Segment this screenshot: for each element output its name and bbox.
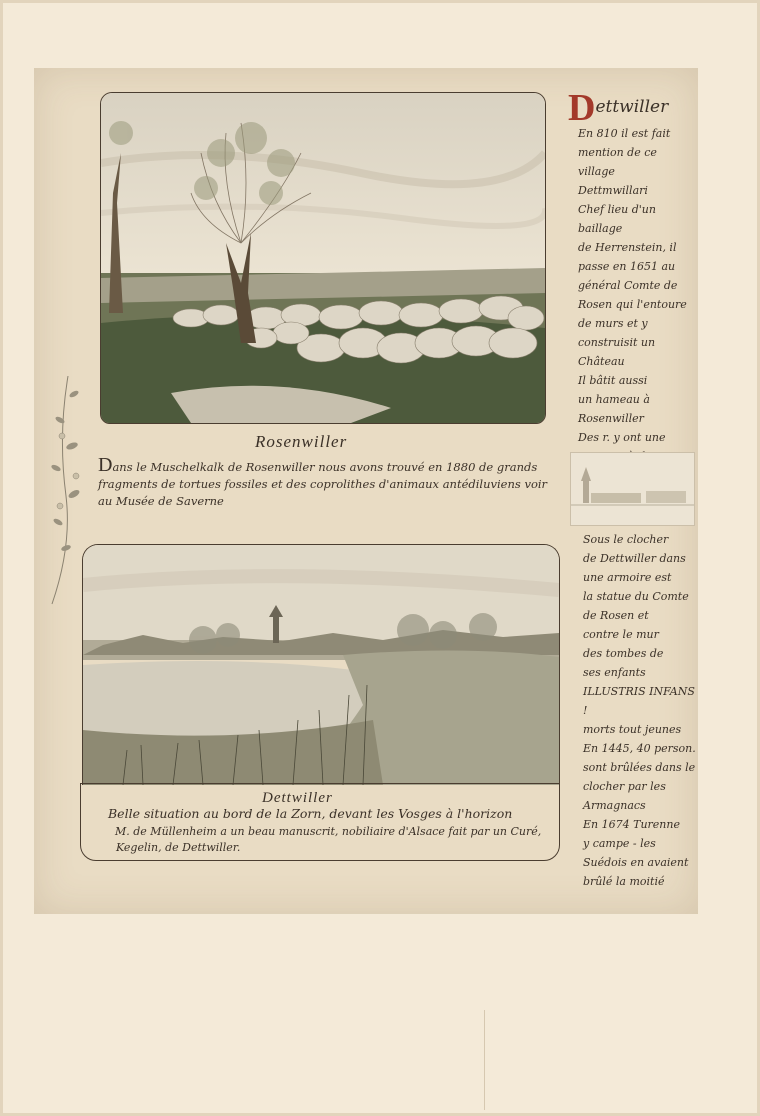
paragraph-dropcap: D	[98, 454, 113, 476]
dettwiller-caption-line2: M. de Müllenheim a un beau manuscrit, nobiliaire d'Alsace fait par un Curé,	[115, 825, 542, 838]
sidebar-title-rest: ettwiller	[595, 97, 669, 117]
church-sketch-image	[570, 452, 695, 526]
rosenwiller-sheep-illustration	[100, 92, 546, 424]
floral-sprig-decoration	[38, 376, 94, 610]
paragraph-text: ans le Muschelkalk de Rosenwiller nous avons trouvé en 1880 de grands fragments de tortues fossiles et des coprolithes d'animaux antédiluviens voir au Musée de Saverne	[98, 460, 548, 508]
sidebar-dropcap: D	[568, 87, 596, 129]
sidebar-history-text: En 810 il est fait mention de ce village Dettmwillari Chef lieu d'un baillage de Herrenstein, il passe en 1651 au général Comte de Rosen qui l'entoure de murs et y construisit un Château Il bâtit aussi un hameau à Rosenwiller Des r. y ont une	[578, 127, 687, 444]
rosenwiller-paragraph	[98, 454, 548, 510]
dettwiller-river-illustration	[82, 544, 560, 785]
dettwiller-caption-line1: Belle situation au bord de la Zorn, devant les Vosges à l'horizon	[108, 806, 513, 821]
sidebar-clocher-text: Sous le clocher de Dettwiller dans une armoire est la statue du Comte de Rosen et contre le mur des tombes de ses enfants ILLUSTRIS INFANS ! morts tout jeunes En 1445, 40 person. sont brûlées dans le clocher par les Armagnacs En 1674 Turenne y campe - les Suédois en avaient brûlé la moitié	[583, 533, 696, 888]
rosenwiller-title: Rosenwiller	[255, 432, 348, 451]
dettwiller-title: Dettwiller	[262, 790, 333, 806]
fold-mark	[484, 1010, 485, 1110]
dettwiller-caption-line3: Kegelin, de Dettwiller.	[116, 841, 241, 854]
